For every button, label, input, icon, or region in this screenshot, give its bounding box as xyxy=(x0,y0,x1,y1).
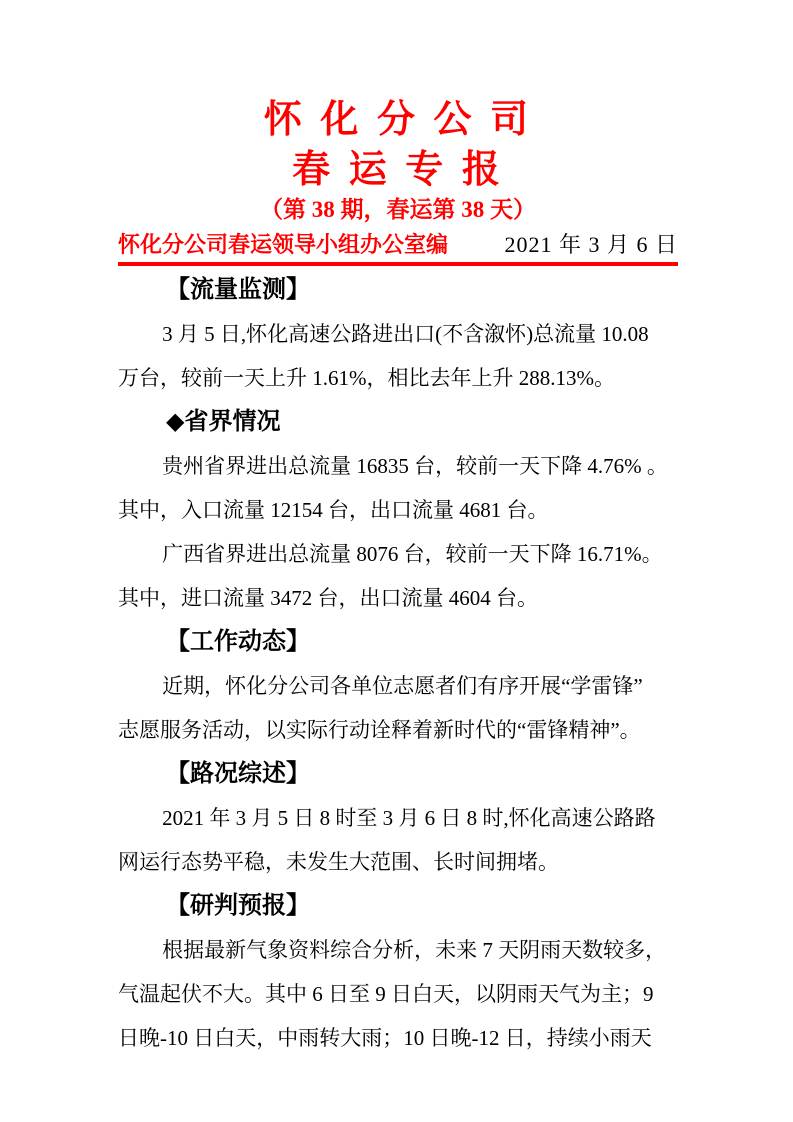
report-type-title: 春 运 专 报 xyxy=(292,149,504,191)
body-line: 日晚-10 日白天，中雨转大雨；10 日晚-12 日，持续小雨天 xyxy=(118,1026,652,1050)
body-line: 近期，怀化分公司各单位志愿者们有序开展“学雷锋” xyxy=(162,674,643,698)
body-line: 根据最新气象资料综合分析，未来 7 天阴雨天数较多， xyxy=(162,938,667,962)
section-heading-forecast: 【研判预报】 xyxy=(166,892,310,919)
masthead-editor: 怀化分公司春运领导小组办公室编 xyxy=(118,232,449,257)
body-line: 其中，入口流量 12154 台，出口流量 4681 台。 xyxy=(118,498,549,522)
report-org-title: 怀 化 分 公 司 xyxy=(263,99,533,141)
masthead-date: 2021 年 3 月 6 日 xyxy=(504,232,678,257)
body-line: 其中，进口流量 3472 台，出口流量 4604 台。 xyxy=(118,586,538,610)
section-heading-province-border: ◆省界情况 xyxy=(166,408,281,435)
body-line: 2021 年 3 月 5 日 8 时至 3 月 6 日 8 时,怀化高速公路路 xyxy=(162,806,656,830)
section-heading-work-updates: 【工作动态】 xyxy=(166,628,310,655)
body-line: 志愿服务活动，以实际行动诠释着新时代的“雷锋精神”。 xyxy=(118,718,641,742)
section-heading-road-summary: 【路况综述】 xyxy=(166,760,310,787)
body-line: 气温起伏不大。其中 6 日至 9 日白天，以阴雨天气为主；9 xyxy=(118,982,654,1006)
body-line: 贵州省界进出总流量 16835 台，较前一天下降 4.76% 。 xyxy=(162,454,668,478)
section-heading-flow-monitoring: 【流量监测】 xyxy=(166,276,310,303)
red-divider-rule xyxy=(118,262,678,266)
report-body xyxy=(118,268,678,1060)
document-content xyxy=(118,98,678,1060)
body-line: 网运行态势平稳，未发生大范围、长时间拥堵。 xyxy=(118,850,559,874)
body-line: 广西省界进出总流量 8076 台，较前一天下降 16.71%。 xyxy=(162,542,663,566)
body-line: 3 月 5 日,怀化高速公路进出口(不含溆怀)总流量 10.08 xyxy=(162,322,649,346)
body-line: 万台，较前一天上升 1.61%，相比去年上升 288.13%。 xyxy=(118,366,615,390)
issue-number-line: （第 38 期，春运第 38 天） xyxy=(260,197,536,222)
masthead xyxy=(118,230,678,260)
